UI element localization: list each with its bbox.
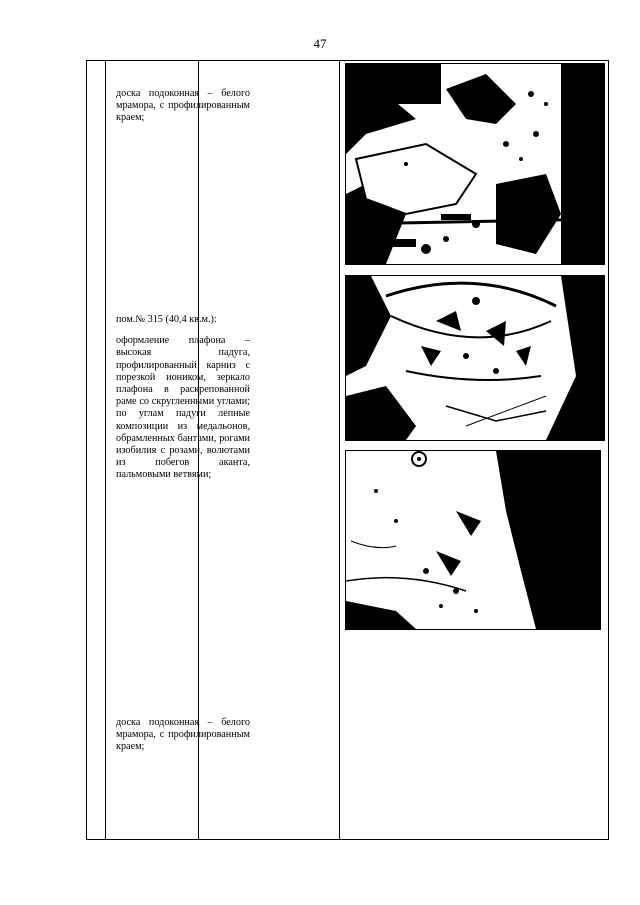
photo-3-image (346, 451, 600, 629)
row-3-description: доска подоконная – белого мрамора, с профилированным краем; (116, 717, 250, 753)
row-2-description: оформление плафона – высокая падуга, профилированный карниз с порезкой иоником, зеркало плафона в раскрепованной раме со скругленными углами; по углам падуги лепные композиции из медальонов, обрамленных бантами, рогами изобилия с розами, волютами из побегов аканта, пальмовыми ветвями; (116, 335, 250, 481)
photo-ceiling-molding-detail (345, 450, 601, 630)
page-number: 47 (313, 36, 327, 51)
column-divider-3 (339, 61, 340, 839)
photo-ceiling-plafond-corner (345, 275, 605, 441)
row-2-text (116, 314, 250, 489)
row-1-description: доска подоконная – белого мрамора, с профилированным краем; (116, 88, 250, 124)
photo-2-image (346, 276, 604, 440)
column-divider-1 (105, 61, 106, 839)
row-1-text (116, 88, 250, 132)
row-3-text (116, 717, 250, 761)
row-2-heading: пом.№ 315 (40,4 кв.м.): (116, 314, 217, 325)
photo-1-image (346, 64, 604, 264)
photo-window-sill-marble (345, 63, 605, 265)
